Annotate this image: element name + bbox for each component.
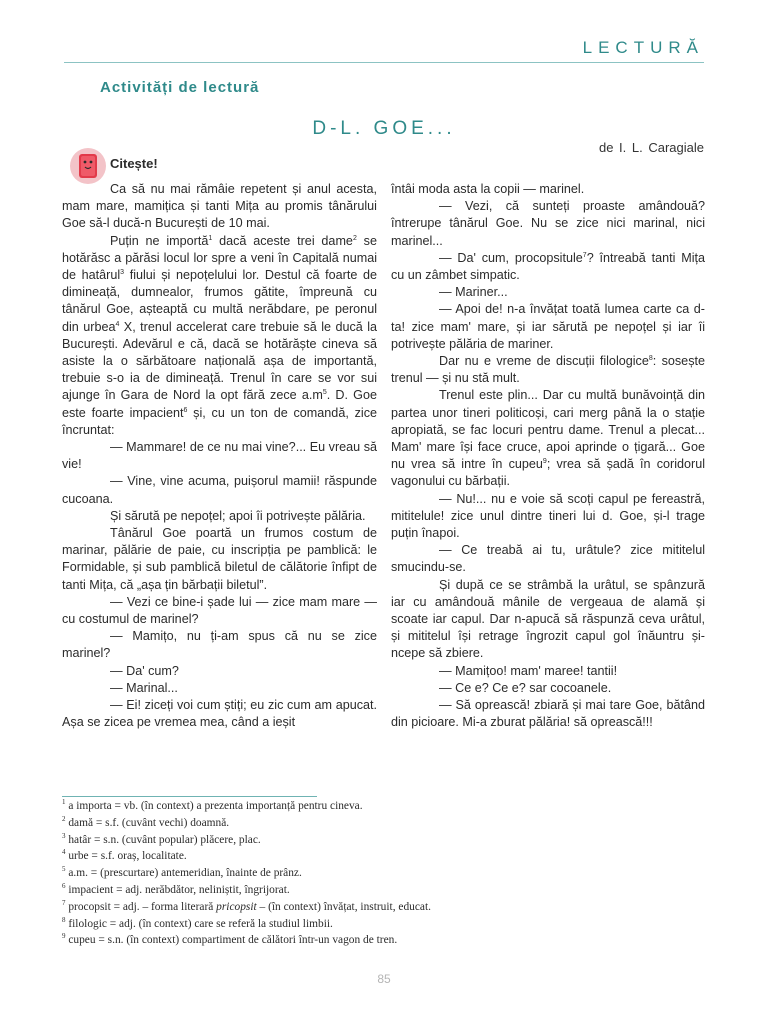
footnote: $^3$ hatâr = s.n. (cuvânt popular) plăcere, plac. <box>62 831 261 846</box>
footnote-ref: 2 <box>352 234 357 242</box>
dialogue-line: — Mammare! de ce nu mai vine?... Eu vreau să vie! <box>62 440 377 472</box>
dialogue-line: — Mamițo, nu ți-am spus că nu se zice marinel? <box>62 629 377 661</box>
footnote-ref: 9 <box>542 458 547 466</box>
dialogue-line: — Vezi, că sunteți proaste amândouă? întrerupe tânărul Goe. Nu se zice nici marinal, nici marinel... <box>391 199 705 248</box>
footnote: $^9$ cupeu = s.n. (în context) compartiment de călători într-un vagon de tren. <box>62 932 398 947</box>
dialogue-line: — Da' cum? <box>110 663 179 678</box>
paragraph: Trenul este plin... Dar cu multă bunăvoință din partea unor tineri politicoși, cari merg până la o stație apropiată, se fac locuri pentru dame. Trenul a plecat... Mam' mare își face cruce, apoi aprinde o țigară... Goe nu vrea să intre în cupeu$^9$; vrea să șadă în coridorul vagonului cu bărbații. <box>391 388 705 489</box>
paragraph: Și sărută pe nepoțel; apoi îi potrivește pălăria. <box>110 508 366 523</box>
story-title: D-L. GOE... <box>312 118 456 139</box>
footnote-divider <box>62 796 317 797</box>
paragraph: Puțin ne importă$^1$ dacă aceste trei dame$^2$ se hotărăsc a părăsi locul lor spre a veni în Capitală numai de hatârul$^3$ fiului și nepoțelului lor. Destul că foarte de dimineață, dumnealor, frumos gătite, împreună cu tânărul Goe, așteaptă cu multă nerăbdare, pe peronul din urbea$^4$ X, trenul accelerat care trebuie să le ducă la București. Adevărul e că, dacă se hotărăște cineva să asiste la o sărbătoare națională așa de importantă, trebuie s-o ia de dimineață. Trenul în care se vor sui ajunge în Gara de Nord la opt fără zece $a.m^5$. D. Goe este foarte impacient$^6$ și, cu un ton de comandă, zice încruntat: <box>62 233 378 437</box>
dialogue-line: — Marinal... <box>110 680 178 695</box>
footnote-ref: 5 <box>322 389 327 397</box>
dialogue-line: — Mariner... <box>439 285 508 300</box>
footnotes <box>62 798 712 949</box>
dialogue-line: — Vezi ce bine-i șade lui — zice mam mare — cu costumul de marinel? <box>62 594 377 627</box>
story-column-left <box>62 181 377 732</box>
dialogue-line: — Ce treabă ai tu, urâtule? zice mititelul smucindu-se. <box>391 543 705 575</box>
header-rule <box>64 62 704 63</box>
paragraph: Tânărul Goe poartă un frumos costum de marinar, pălărie de paie, cu inscripția pe pamblică: le Formidable, și sub pamblică biletul de călătorie înfipt de tanti Mița, că „așa țin bărbații biletul”. <box>62 526 377 592</box>
paragraph: Dar nu e vreme de discuții filologice$^8$: sosește trenul — și nu stă mult. <box>391 354 705 386</box>
footnote: $^8$ filologic = adj. (în context) care se referă la studiul limbii. <box>62 915 333 930</box>
footnote-ref: 1 <box>208 234 213 242</box>
section-header: LECTURĂ <box>582 38 704 57</box>
footnote-ref: 7 <box>582 251 587 259</box>
dialogue-line: — Ei! ziceți voi cum știți; eu zic cum am apucat. Așa se zicea pe vremea mea, când a ieșit <box>62 698 377 730</box>
dialogue-line: — Da' cum, procopsitule$^7$? întreabă tanti Mița cu un zâmbet simpatic. <box>391 250 706 283</box>
footnote-ref: 6 <box>183 406 188 414</box>
activities-heading: Activități de lectură <box>100 79 260 96</box>
footnote-ref: 8 <box>648 354 653 362</box>
footnote: $^4$ urbe = s.f. oraș, localitate. <box>62 848 187 863</box>
dialogue-line: — Să oprească! zbiară și mai tare Goe, bătând din picioare. Mi-a zburat pălăria! să oprească!!! <box>391 698 705 730</box>
footnote: $^1$ a importa = vb. (în context) a prezenta importanță pentru cineva. <box>62 798 363 812</box>
page-number: 85 <box>377 972 391 986</box>
dialogue-line: — Nu!... nu e voie să scoți capul pe fereastră, mititelule! zice unul dintre tineri lui d. Goe, și-l trage puțin înapoi. <box>391 491 705 541</box>
dialogue-line: — Ce e? Ce e? sar cocoanele. <box>439 680 612 695</box>
author-credit: de I. L. Caragiale <box>598 140 704 155</box>
dialogue-line: — Vine, vine acuma, puișorul mamii! răspunde cucoana. <box>62 474 377 506</box>
book-icon <box>70 148 106 184</box>
footnote: $^7$ procopsit = adj. – forma literară pricopsit – (în context) învățat, instruit, educat. <box>62 898 431 913</box>
paragraph: Și după ce se strâmbă la urâtul, se spânzură iar cu amândouă mânile de vergeaua de alamă și scoate iar capul. Dar n-apucă să răspunză ceva urâtul, și mititelul își retrage îngrozit capul gol înăuntru și-ncepe să zbiere. <box>391 577 705 661</box>
dialogue-line: — Mamițoo! mam' maree! tantii! <box>439 663 618 678</box>
footnote: $^2$ damă = s.f. (cuvânt vechi) doamnă. <box>62 815 230 829</box>
footnote: $^6$ impacient = adj. nerăbdător, neliniștit, îngrijorat. <box>62 882 290 896</box>
paragraph: Ca să nu mai rămâie repetent și anul acesta, mam mare, mamițica și tanti Mița au promis tânărului Goe să-l ducă-n București de 10 mai. <box>62 182 377 231</box>
footnote: $^5$ a.m. = (prescurtare) antemeridian, înainte de prânz. <box>62 865 302 880</box>
read-prompt-label: Citește! <box>110 156 158 171</box>
paragraph: întâi moda asta la copii — marinel. <box>391 182 585 196</box>
footnote-ref: 4 <box>115 320 120 328</box>
dialogue-line: — Apoi de! n-a învățat toată lumea carte ca d-ta! zice mam' mare, și iar sărută pe nepoțel și iar îi potrivește pălăria de mariner. <box>391 302 705 351</box>
footnote-ref: 3 <box>120 268 125 276</box>
story-column-right <box>391 181 705 732</box>
